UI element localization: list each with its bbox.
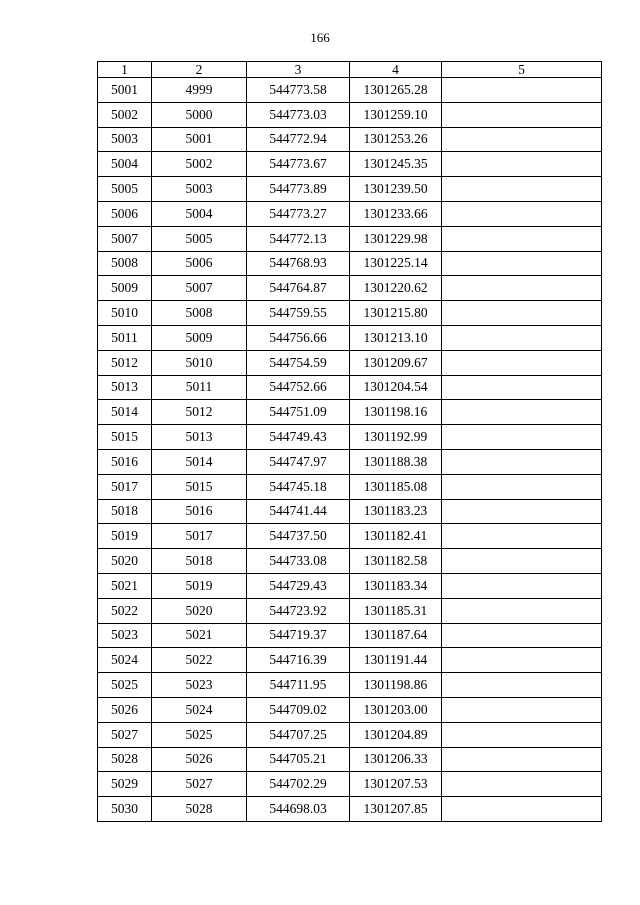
table-cell [442,325,602,350]
table-cell: 1301204.89 [350,722,442,747]
table-row [98,598,602,623]
table-row [98,772,602,797]
table-row [98,226,602,251]
table-cell: 544772.94 [247,127,350,152]
column-header: 1 [98,62,152,78]
table-cell: 1301225.14 [350,251,442,276]
table-cell: 544772.13 [247,226,350,251]
table-row [98,78,602,103]
table-cell [442,747,602,772]
table-cell: 5005 [98,177,152,202]
table-row [98,697,602,722]
table-row [98,722,602,747]
table-cell [442,573,602,598]
table-cell: 5016 [152,499,247,524]
table-cell: 1301183.23 [350,499,442,524]
table-cell: 1301229.98 [350,226,442,251]
table-cell: 1301191.44 [350,648,442,673]
table-row [98,375,602,400]
table-cell: 5009 [98,276,152,301]
table-cell: 5019 [98,524,152,549]
table-row [98,400,602,425]
table-cell: 4999 [152,78,247,103]
table-cell: 5023 [98,623,152,648]
table-cell: 5002 [152,152,247,177]
table-cell: 1301183.34 [350,573,442,598]
table-row [98,673,602,698]
table-cell: 544752.66 [247,375,350,400]
table-cell: 1301220.62 [350,276,442,301]
table-cell: 5005 [152,226,247,251]
table-cell: 544716.39 [247,648,350,673]
table-cell: 544751.09 [247,400,350,425]
table-cell: 5000 [152,102,247,127]
table-cell: 1301207.85 [350,797,442,822]
table-cell: 1301207.53 [350,772,442,797]
table-cell: 5006 [98,201,152,226]
table-cell: 5026 [98,697,152,722]
table-cell [442,251,602,276]
table-row [98,251,602,276]
table-cell: 1301206.33 [350,747,442,772]
table-cell [442,78,602,103]
table-cell [442,524,602,549]
table-cell: 1301192.99 [350,425,442,450]
table-cell: 5027 [98,722,152,747]
table-cell: 5030 [98,797,152,822]
table-cell: 5025 [98,673,152,698]
column-header: 4 [350,62,442,78]
table-row [98,301,602,326]
table-cell: 5014 [152,449,247,474]
table-cell: 5018 [98,499,152,524]
table-cell: 5021 [98,573,152,598]
table-cell: 544705.21 [247,747,350,772]
table-cell: 5025 [152,722,247,747]
coordinates-table [97,61,602,822]
table-cell: 1301265.28 [350,78,442,103]
table-cell [442,474,602,499]
table-cell: 1301209.67 [350,350,442,375]
table-cell [442,648,602,673]
table-cell: 544768.93 [247,251,350,276]
table-cell [442,226,602,251]
table-cell: 5012 [152,400,247,425]
table-cell: 544747.97 [247,449,350,474]
table-cell: 1301185.31 [350,598,442,623]
table-cell [442,177,602,202]
table-cell: 5007 [98,226,152,251]
table-cell: 5019 [152,573,247,598]
table-cell: 5010 [98,301,152,326]
table-cell: 1301253.26 [350,127,442,152]
table-cell: 5022 [98,598,152,623]
table-cell: 544749.43 [247,425,350,450]
table-cell: 544756.66 [247,325,350,350]
table-cell: 5014 [98,400,152,425]
table-cell: 5008 [152,301,247,326]
table-cell [442,102,602,127]
table-cell: 1301204.54 [350,375,442,400]
table-cell: 5028 [152,797,247,822]
table-row [98,325,602,350]
column-header: 2 [152,62,247,78]
table-cell: 5017 [152,524,247,549]
table-cell: 544737.50 [247,524,350,549]
table-cell [442,425,602,450]
table-body [98,78,602,822]
table-cell [442,276,602,301]
table-row [98,350,602,375]
table-row [98,524,602,549]
table-cell: 5020 [98,549,152,574]
table-row [98,573,602,598]
table-cell: 1301198.86 [350,673,442,698]
table-cell: 5024 [98,648,152,673]
table-row [98,102,602,127]
table-cell: 5026 [152,747,247,772]
table-cell: 544773.03 [247,102,350,127]
table-cell: 5023 [152,673,247,698]
table-cell: 5020 [152,598,247,623]
table-cell: 544698.03 [247,797,350,822]
table-cell [442,722,602,747]
table-cell: 5008 [98,251,152,276]
table-cell: 5013 [152,425,247,450]
table-header-row [98,62,602,78]
table-cell: 5028 [98,747,152,772]
table-cell: 1301188.38 [350,449,442,474]
table-cell: 5001 [152,127,247,152]
table-cell [442,697,602,722]
table-cell [442,301,602,326]
table-cell: 5011 [98,325,152,350]
table-cell [442,673,602,698]
table-cell: 1301203.00 [350,697,442,722]
table-cell: 5015 [152,474,247,499]
table-cell: 544773.58 [247,78,350,103]
table-cell: 544759.55 [247,301,350,326]
table-cell: 5007 [152,276,247,301]
table-row [98,549,602,574]
table-cell: 5001 [98,78,152,103]
table-cell: 544702.29 [247,772,350,797]
table-row [98,276,602,301]
table-cell: 544754.59 [247,350,350,375]
table-cell: 5003 [152,177,247,202]
table-cell: 5018 [152,549,247,574]
table-cell [442,375,602,400]
table-cell [442,772,602,797]
table-row [98,747,602,772]
table-cell: 544773.27 [247,201,350,226]
table-cell: 544745.18 [247,474,350,499]
table-cell: 544723.92 [247,598,350,623]
table-cell: 5029 [98,772,152,797]
table-row [98,177,602,202]
table-cell: 544741.44 [247,499,350,524]
table-row [98,499,602,524]
table-cell: 544711.95 [247,673,350,698]
table-cell: 5011 [152,375,247,400]
table-cell [442,449,602,474]
table-cell: 5016 [98,449,152,474]
table-row [98,201,602,226]
table-cell: 544719.37 [247,623,350,648]
table-cell: 5010 [152,350,247,375]
table-cell [442,201,602,226]
table-cell: 5027 [152,772,247,797]
table-cell: 544709.02 [247,697,350,722]
table-cell: 5012 [98,350,152,375]
table-cell: 5022 [152,648,247,673]
table-cell [442,499,602,524]
table-cell: 1301187.64 [350,623,442,648]
table-cell: 5004 [98,152,152,177]
table-cell: 544733.08 [247,549,350,574]
table-cell [442,400,602,425]
table-cell: 1301213.10 [350,325,442,350]
table-cell: 544773.89 [247,177,350,202]
table-cell: 544764.87 [247,276,350,301]
table-cell: 5009 [152,325,247,350]
table-cell: 5013 [98,375,152,400]
table-cell: 1301198.16 [350,400,442,425]
table-cell [442,350,602,375]
table-row [98,127,602,152]
table-cell: 1301239.50 [350,177,442,202]
table-cell [442,623,602,648]
table-cell: 544729.43 [247,573,350,598]
table-row [98,152,602,177]
table-cell: 1301182.58 [350,549,442,574]
table-cell: 1301185.08 [350,474,442,499]
table-cell: 5003 [98,127,152,152]
table-cell: 5021 [152,623,247,648]
table-cell: 544707.25 [247,722,350,747]
column-header: 3 [247,62,350,78]
table-row [98,623,602,648]
table-row [98,797,602,822]
table-cell [442,152,602,177]
table-cell: 1301259.10 [350,102,442,127]
table-row [98,425,602,450]
table-cell [442,127,602,152]
table-cell: 544773.67 [247,152,350,177]
table-cell [442,549,602,574]
table-cell: 5006 [152,251,247,276]
table-cell: 5017 [98,474,152,499]
table-row [98,648,602,673]
table-cell: 5024 [152,697,247,722]
table-cell [442,797,602,822]
table-row [98,449,602,474]
table-cell: 1301245.35 [350,152,442,177]
column-header: 5 [442,62,602,78]
table-cell: 1301233.66 [350,201,442,226]
table-row [98,474,602,499]
page-number: 166 [310,30,330,45]
table-cell [442,598,602,623]
table-cell: 5002 [98,102,152,127]
table-cell: 5015 [98,425,152,450]
table-cell: 1301215.80 [350,301,442,326]
table-cell: 1301182.41 [350,524,442,549]
table-cell: 5004 [152,201,247,226]
